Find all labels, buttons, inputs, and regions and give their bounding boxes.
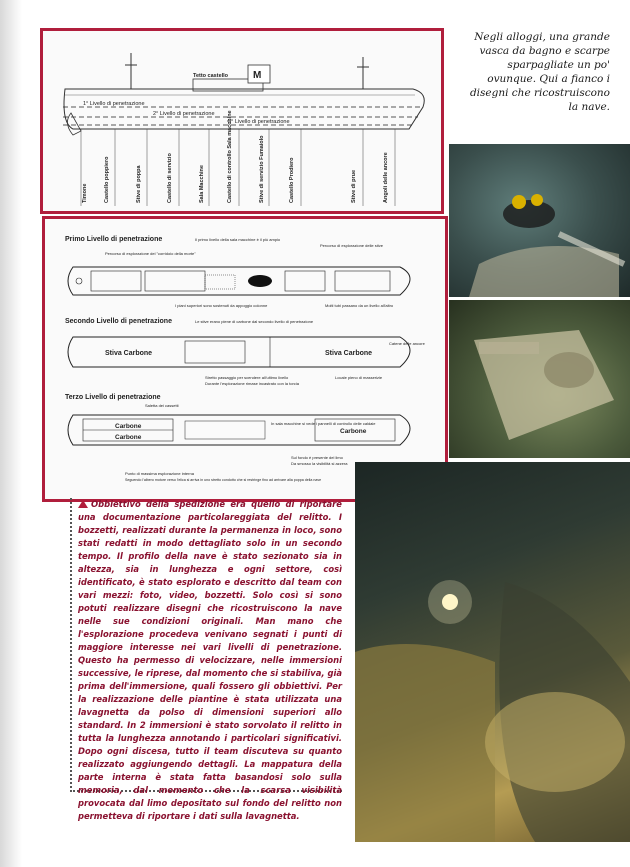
section-stive-poppa: Stive di poppa [136, 165, 142, 203]
section-stive-servizio: Stive di servizio Fumaiolo [259, 135, 265, 203]
plan-terzo-note-2: In sala macchine si vede i pannelli di controllo delle caldaie [271, 421, 376, 426]
label-tetto-castello: Tetto castello [193, 73, 229, 79]
section-angoli-ancore: Angoli delle ancore [383, 152, 389, 203]
page-binding-shadow [0, 0, 22, 867]
label-secondo-livello: 2° Livello di penetrazione [153, 111, 215, 117]
plan-primo-note-5: Molti tubi passano da un livello all'altro [325, 303, 394, 308]
photo-sink-wreck [449, 300, 630, 458]
plan-primo-note-3: Percorso di esplorazione del "corridoio della morte" [105, 251, 196, 256]
plan-secondo-note-2: Catene delle ancore [389, 341, 425, 346]
plan-secondo-title: Secondo Livello di penetrazione [65, 318, 172, 325]
section-castello-servizio: Castello di servizio [167, 153, 173, 203]
deck-plans-diagram [42, 216, 448, 502]
deck-plans-svg [45, 219, 445, 499]
label-primo-livello: 1° Livello di penetrazione [83, 101, 145, 107]
plan-secondo-stiva-left: Stiva Carbone [105, 350, 153, 357]
plan-terzo-note-3: Sul fondo è presente del limo [291, 455, 343, 460]
plan-secondo-stiva-right: Stiva Carbone [325, 350, 373, 357]
plan-terzo-note-4: Da smosso la visibilità si azzera [291, 461, 348, 466]
plan-secondo-note-5: Locale pieno di masserizie [335, 375, 383, 380]
photo-engine-room [355, 462, 630, 842]
section-timone: Timone [82, 183, 88, 203]
article-paragraph [78, 498, 342, 823]
section-castello-prodiero: Castello Prodiero [289, 157, 295, 203]
ship-profile-diagram [40, 28, 444, 214]
article-text: Obbiettivo della spedizione era quello di riportare una documentazione particolareggiata del relitto. I bozzetti, realizzati durante la permanenza in loco, sono stati redatti in modo dettagliato solo in un secondo tempo. Il profilo della nave è stato sezionato sia in altezza, sia in lunghezza e ogni settore, così identificato, è stato esplorato e descritto dal team con vari mezzi: foto, video, bozzetti. Solo così si sono potuti realizzare disegni che ricostruiscono la nave nelle sue condizioni originali. Man mano che l'esplorazione procedeva venivano segnati i punti di maggiore interesse nei vari livelli di penetrazione. Questo ha permesso di velocizzare, nelle immersioni successive, le riprese, dal momento che si stabiliva, già prima dell'immersione, quali fossero gli obbiettivi. Per la realizzazione delle piantine è stata utilizzata una lavagnetta da polso di dimensioni superiori allo standard. In 2 immersioni è stato sorvolato il relitto in tutta la lunghezza annotando i particolari significativi. Dopo ogni discesa, tutto il team discuteva su quanto realizzato aggiungendo dettagli. La mappatura della parte interna è stata fatta basandosi solo sulla memoria, dal momento che la scarsa visibilità provocata dal limo depositato sul fondo del relitto non permetteva di riportare i dati sulla lavagnetta. [78, 499, 342, 821]
plan-terzo-note-5: Punto di massima esplorazione interna [125, 471, 194, 476]
section-sala-macchine: Sala Macchine [199, 165, 205, 203]
plan-secondo-note-4: Durante l'esplorazione rimase incastrato con la torcia [205, 381, 299, 386]
ship-profile-svg [43, 31, 441, 211]
plan-primo-note-4: I piani superiori sono sostenuti da appoggio colonne [175, 303, 268, 308]
article-body [70, 498, 342, 821]
plan-terzo-title: Terzo Livello di penetrazione [65, 394, 161, 401]
plan-terzo-carbone-2: Carbone [115, 434, 142, 441]
section-stive-prue: Stive di prue [351, 169, 357, 203]
section-castello-controllo: Castello di controllo Sala macchine [227, 110, 233, 203]
plan-terzo-note-1: Saletta dei cassetti [145, 403, 179, 408]
plan-secondo-note-3: Stretto passaggio per scendere all'ultimo livello [205, 375, 289, 380]
plan-primo-note-1: Il primo livello della sala macchine è il più ampio [195, 237, 281, 242]
plan-terzo-carbone-3: Carbone [340, 428, 367, 435]
plan-terzo-note-6: Seguendo l'albero motore verso l'elica si arriva in uno stretto condotto che si restringe fino ad arrivare alla poppa della nave [125, 478, 322, 482]
photo-caption: Negli alloggi, una grande vasca da bagno e scarpe sparpagliate un po' ovunque. Qui a fianco i disegni che ricostruiscono la nave. [469, 31, 610, 113]
triangle-marker-icon [78, 500, 88, 508]
funnel-letter: M [253, 70, 262, 81]
photo-diver-bathtub [449, 144, 630, 297]
plan-primo-title: Primo Livello di penetrazione [65, 236, 163, 243]
section-castello-poppiero: Castello poppiero [104, 156, 110, 203]
plan-terzo-carbone-1: Carbone [115, 423, 142, 430]
plan-primo-note-2: Percorso di esplorazione delle stive [320, 243, 383, 248]
label-terzo-livello: 3° Livello di penetrazione [228, 119, 290, 125]
plan-secondo-note-1: Le stive erano piene di carbone dal secondo livello di penetrazione [195, 319, 314, 324]
